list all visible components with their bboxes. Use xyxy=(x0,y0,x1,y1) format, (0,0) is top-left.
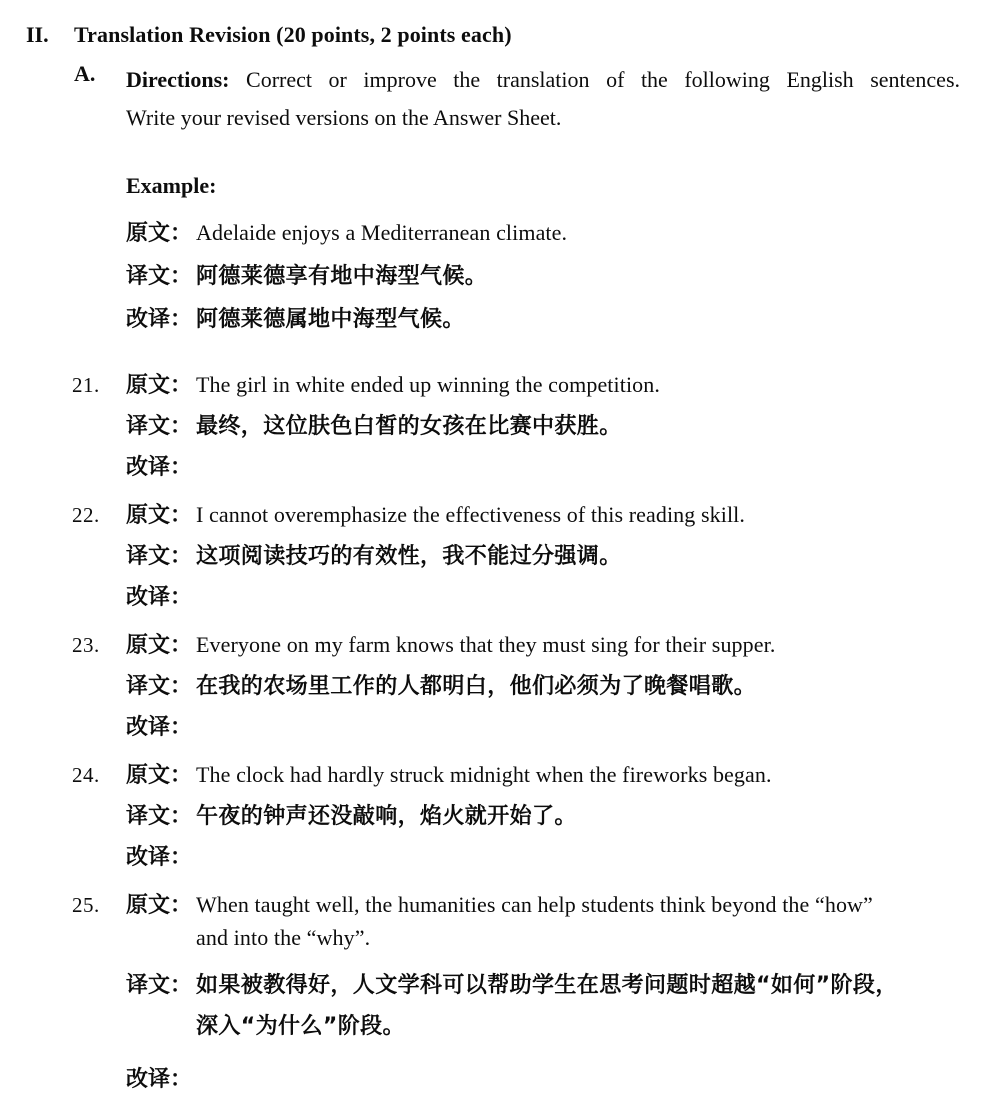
item-23-revision-row[interactable] xyxy=(126,710,196,741)
item-24-translation-text: 午夜的钟声还没敲响，焰火就开始了。 xyxy=(196,804,577,829)
item-21-translation-text: 最终，这位肤色白皙的女孩在比赛中获胜。 xyxy=(196,414,622,439)
item-21-source-row xyxy=(72,368,660,399)
item-25-source-row xyxy=(72,888,873,919)
item-21-translation-row xyxy=(126,409,622,440)
example-translation-text: 阿德莱德享有地中海型气候。 xyxy=(196,264,488,289)
item-22-revision-row[interactable] xyxy=(126,580,196,611)
translation-label: 译文： xyxy=(126,264,193,289)
revision-label: 改译： xyxy=(126,845,193,870)
source-label: 原文： xyxy=(126,763,193,788)
revision-label: 改译： xyxy=(126,455,193,480)
directions-line-2: Write your revised versions on the Answer Sheet. xyxy=(126,105,562,130)
item-21-number: 21. xyxy=(72,373,100,397)
translation-label: 译文： xyxy=(126,973,193,998)
item-25-translation-row-continued xyxy=(196,1009,405,1040)
item-25-source-text-line2: and into the “why”. xyxy=(196,925,371,950)
item-25-number: 25. xyxy=(72,893,100,917)
revision-label: 改译： xyxy=(126,585,193,610)
section-title: Translation Revision (20 points, 2 points each) xyxy=(74,22,512,47)
source-label: 原文： xyxy=(126,221,193,246)
example-revision-row xyxy=(126,302,465,333)
source-label: 原文： xyxy=(126,373,193,398)
item-25-source-row-continued xyxy=(196,925,370,951)
translation-label: 译文： xyxy=(126,674,193,699)
revision-label: 改译： xyxy=(126,715,193,740)
example-translation-row xyxy=(126,259,487,290)
example-revision-text: 阿德莱德属地中海型气候。 xyxy=(196,307,465,332)
directions-lead: Directions: xyxy=(126,67,230,92)
item-24-source-row xyxy=(72,758,772,789)
item-22-translation-text: 这项阅读技巧的有效性，我不能过分强调。 xyxy=(196,544,622,569)
item-23-translation-row xyxy=(126,669,756,700)
item-22-source-row xyxy=(72,498,745,529)
section-number: II. xyxy=(26,22,49,47)
item-22-translation-row xyxy=(126,539,622,570)
item-24-translation-row xyxy=(126,799,577,830)
item-24-revision-row[interactable] xyxy=(126,840,196,871)
item-25-source-text: When taught well, the humanities can help students think beyond the “how” xyxy=(196,892,873,917)
item-23-translation-text: 在我的农场里工作的人都明白，他们必须为了晚餐唱歌。 xyxy=(196,674,757,699)
directions-block xyxy=(126,61,960,137)
item-23-number: 23. xyxy=(72,633,100,657)
item-25-revision-row[interactable] xyxy=(126,1062,196,1093)
item-22-number: 22. xyxy=(72,503,100,527)
example-source-row xyxy=(126,216,567,247)
item-24-number: 24. xyxy=(72,763,100,787)
item-23-source-text: Everyone on my farm knows that they must sing for their supper. xyxy=(196,632,776,657)
example-heading: Example: xyxy=(126,173,217,198)
item-21-source-text: The girl in white ended up winning the competition. xyxy=(196,372,660,397)
directions-line-1: Correct or improve the translation of the following English sentences. xyxy=(246,67,961,92)
subsection-letter: A. xyxy=(74,61,96,86)
item-25-translation-text: 如果被教得好，人文学科可以帮助学生在思考问题时超越“如何”阶段， xyxy=(196,973,898,998)
revision-label: 改译： xyxy=(126,1067,193,1092)
item-21-revision-row[interactable] xyxy=(126,450,196,481)
item-25-translation-text-line2: 深入“为什么”阶段。 xyxy=(196,1014,405,1039)
source-label: 原文： xyxy=(126,503,193,528)
example-source-text: Adelaide enjoys a Mediterranean climate. xyxy=(196,220,568,245)
translation-label: 译文： xyxy=(126,414,193,439)
item-24-source-text: The clock had hardly struck midnight when the fireworks began. xyxy=(196,762,772,787)
source-label: 原文： xyxy=(126,633,193,658)
item-23-source-row xyxy=(72,628,775,659)
translation-label: 译文： xyxy=(126,544,193,569)
item-25-translation-row xyxy=(126,968,898,999)
revision-label: 改译： xyxy=(126,307,193,332)
source-label: 原文： xyxy=(126,893,193,918)
item-22-source-text: I cannot overemphasize the effectiveness of this reading skill. xyxy=(196,502,745,527)
translation-label: 译文： xyxy=(126,804,193,829)
